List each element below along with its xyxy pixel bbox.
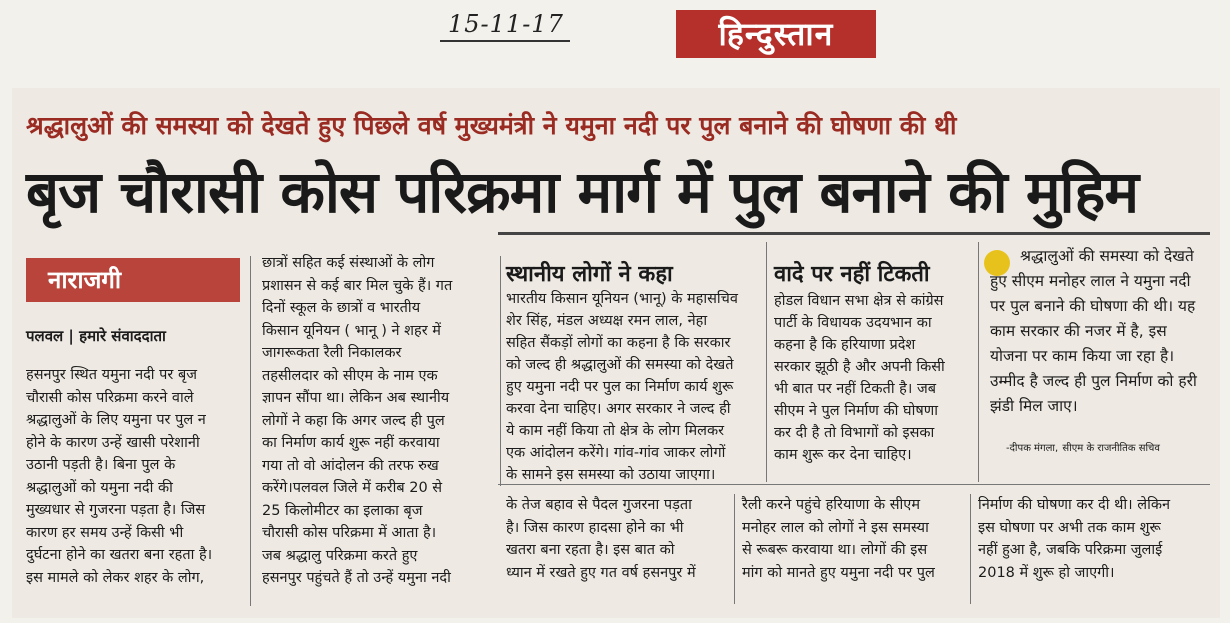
text-line: भी बात पर नहीं टिकती है। जब <box>774 381 937 397</box>
column-divider <box>978 242 979 482</box>
text-line: निर्माण की घोषणा कर दी थी। लेकिन <box>978 497 1171 513</box>
text-line: हुए यमुना नदी पर पुल का निर्माण कार्य शुरू <box>506 379 734 395</box>
quote-author-role: सीएम के राजनीतिक सचिव <box>1062 443 1160 454</box>
article-dateline: पलवल | हमारे संवाददाता <box>26 327 166 345</box>
official-quote: श्रद्धालुओं की समस्या को देखते हुए सीएम मनोहर लाल ने यमुना नदी पर पुल बनाने की घोषणा की थी। यह काम सरकार की नजर में है, इस योजना पर काम किया जा रहा है। उम्मीद है जल्द ही पुल निर्माण को हरी झंडी मिल जाए। <box>990 247 1197 415</box>
text-line: किसान यूनियन ( भानू ) ने शहर में <box>262 322 441 339</box>
column-3 <box>506 494 736 584</box>
handwritten-date: 15-11-17 <box>448 10 564 38</box>
text-line: का निर्माण कार्य शुरू नहीं करवाया <box>262 435 440 451</box>
text-line: करेंगे।पलवल जिले में करीब 20 से <box>262 480 443 496</box>
text-line: श्रद्धालुओं के लिए यमुना पर पुल न <box>26 412 206 428</box>
text-line: तहसीलदार को सीएम के नाम एक <box>262 367 438 384</box>
text-line: दुर्घटना होने का खतरा बना रहता है। <box>26 547 213 563</box>
text-line: ध्यान में रखते हुए गत वर्ष हसनपुर में <box>506 564 696 581</box>
text-line: सरकार झूठी है और अपनी किसी <box>774 359 945 375</box>
text-line: इस मामले को लेकर शहर के लोग, <box>26 569 205 586</box>
text-line: भारतीय किसान यूनियन (भानू) के महासचिव <box>506 291 738 307</box>
text-line: जागरूकता रैली निकालकर <box>262 345 402 361</box>
text-line: पार्टी के विधायक उदयभान का <box>774 315 932 331</box>
text-line: चौरासी कोस परिक्रमा में आता है। <box>262 525 437 541</box>
text-line: है। जिस कारण हादसा होने का भी <box>506 519 684 536</box>
text-line: काम शुरू कर देना चाहिए। <box>774 447 912 463</box>
date-underline <box>440 40 570 42</box>
text-line: इस घोषणा पर अभी तक काम शुरू <box>978 519 1161 536</box>
text-line: उठानी पड़ती है। बिना पुल के <box>26 457 176 473</box>
text-line: होडल विधान सभा क्षेत्र से कांग्रेस <box>774 293 944 309</box>
box1-heading: स्थानीय लोगों ने कहा <box>506 262 673 287</box>
box-top-rule <box>498 232 1210 235</box>
text-line: जब श्रद्धालु परिक्रमा करते हुए <box>262 547 418 564</box>
column-5 <box>978 494 1213 584</box>
quote-author: -दीपक मंगला, <box>1006 443 1059 454</box>
column-divider <box>970 494 971 604</box>
box1-text <box>506 288 758 486</box>
column-divider <box>734 494 735 604</box>
section-tag: नाराजगी <box>26 258 240 302</box>
text-line: से रूबरू करवाया था। लोगों की इस <box>742 542 928 558</box>
text-line: खतरा बना रहता है। इस बात को <box>506 542 675 558</box>
newspaper-logo: हिन्दुस्तान <box>676 10 876 58</box>
column-2 <box>262 252 492 590</box>
article-headline: बृज चौरासी कोस परिक्रमा मार्ग में पुल बनाने की मुहिम <box>26 158 1139 226</box>
text-line: लोगों ने कहा कि अगर जल्द ही पुल <box>262 412 445 429</box>
quote-byline <box>1006 440 1160 454</box>
text-line: 2018 में शुरू हो जाएगी। <box>978 564 1115 581</box>
text-line: मुख्यधार से गुजरना पड़ता है। जिस <box>26 502 206 518</box>
text-line: एक आंदोलन करेंगे। गांव-गांव जाकर लोगों <box>506 445 726 461</box>
column-divider <box>250 256 251 606</box>
column-divider <box>766 242 767 482</box>
text-line: कहना है कि हरियाणा प्रदेश <box>774 337 916 353</box>
text-line: चौरासी कोस परिक्रमा करने वाले <box>26 389 194 406</box>
column-1 <box>26 364 246 589</box>
text-line: करवा देना चाहिए। अगर सरकार ने जल्द ही <box>506 401 731 417</box>
column-4 <box>742 494 972 584</box>
text-line: कारण हर समय उन्हें किसी भी <box>26 524 184 541</box>
column-divider <box>500 256 501 486</box>
text-line: कर दी है तो विभागों को इसका <box>774 425 935 441</box>
text-line: 25 किलोमीटर का इलाका बृज <box>262 502 423 519</box>
text-line: हसनपुर पहुंचते हैं तो उन्हें यमुना नदी <box>262 570 451 586</box>
text-line: के तेज बहाव से पैदल गुजरना पड़ता <box>506 497 692 513</box>
text-line: के सामने इस समस्या को उठाया जाएगा। <box>506 467 716 483</box>
text-line: सीएम ने पुल निर्माण की घोषणा <box>774 403 938 419</box>
text-line: सहित सैंकड़ों लोगों का कहना है कि सरकार <box>506 335 731 351</box>
text-line: छात्रों सहित कई संस्थाओं के लोग <box>262 255 435 271</box>
text-line: ये काम नहीं किया तो क्षेत्र के लोग मिलकर <box>506 423 725 439</box>
text-line: नहीं हुआ है, जबकि परिक्रमा जुलाई <box>978 542 1163 558</box>
box2-text <box>774 290 974 466</box>
text-line: शेर सिंह, मंडल अध्यक्ष रमन लाल, नेहा <box>506 313 708 329</box>
text-line: होने के कारण उन्हें खासी परेशानी <box>26 434 200 451</box>
text-line: मनोहर लाल को लोगों ने इस समस्या <box>742 519 929 536</box>
text-line: दिनों स्कूल के छात्रों व भारतीय <box>262 300 421 316</box>
text-line: ज्ञापन सौंपा था। लेकिन अब स्थानीय <box>262 390 450 406</box>
text-line: हसनपुर स्थित यमुना नदी पर बृज <box>26 367 197 383</box>
text-line: प्रशासन से कई बार मिल चुके हैं। गत <box>262 277 453 294</box>
text-line: रैली करने पहुंचे हरियाणा के सीएम <box>742 497 920 513</box>
box2-heading: वादे पर नहीं टिकती <box>774 262 930 287</box>
text-line: मांग को मानते हुए यमुना नदी पर पुल <box>742 564 935 581</box>
text-line: श्रद्धालुओं को यमुना नदी की <box>26 479 173 496</box>
text-line: को जल्द ही श्रद्धालुओं की समस्या को देखते <box>506 357 734 373</box>
text-line: गया तो वो आंदोलन की तरफ रुख <box>262 457 439 474</box>
article-kicker: श्रद्धालुओं की समस्या को देखते हुए पिछले वर्ष मुख्यमंत्री ने यमुना नदी पर पुल बनाने की घोषणा की थी <box>26 111 957 140</box>
box-bottom-rule <box>498 484 1210 485</box>
